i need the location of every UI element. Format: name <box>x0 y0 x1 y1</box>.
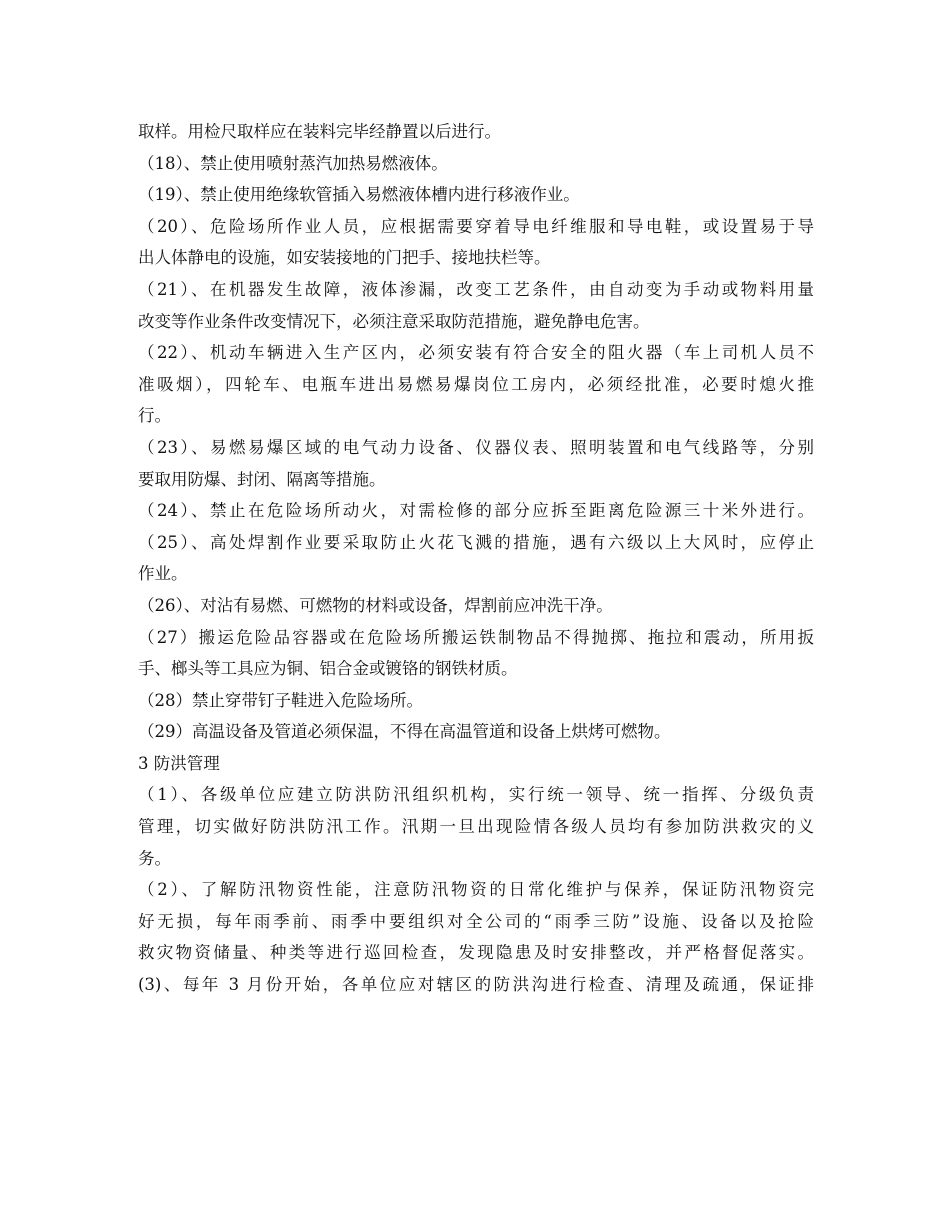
text-line: （20）、危险场所作业人员，应根据需要穿着导电纤维服和导电鞋，或设置易于导 <box>138 216 814 236</box>
text-line: （19）、禁止使用绝缘软管插入易燃液体槽内进行移液作业。 <box>138 185 580 205</box>
text-line: （28）禁止穿带钉子鞋进入危险场所。 <box>138 690 423 710</box>
text-line: （27）搬运危险品容器或在危险场所搬运铁制物品不得抛掷、拖拉和震动，所用扳 <box>138 627 814 647</box>
text-line: 准吸烟），四轮车、电瓶车进出易燃易爆岗位工房内，必须经批准，必要时熄火推 <box>138 374 814 394</box>
text-line: （25）、高处焊割作业要采取防止火花飞溅的措施，遇有六级以上大风时，应停止 <box>138 532 814 552</box>
text-line: 行。 <box>138 406 171 426</box>
text-line: 救灾物资储量、种类等进行巡回检查，发现隐患及时安排整改，并严格督促落实。 <box>138 943 814 963</box>
text-line: 手、榔头等工具应为铜、铝合金或镀铬的钢铁材质。 <box>138 659 518 679</box>
section-heading: 3 防洪管理 <box>138 753 220 773</box>
text-line: （26）、对沾有易燃、可燃物的材料或设备，焊割前应冲洗干净。 <box>138 595 613 615</box>
text-line: (3)、每年 3 月份开始，各单位应对辖区的防洪沟进行检查、清理及疏通，保证排 <box>138 975 814 995</box>
text-line: （29）高温设备及管道必须保温，不得在高温管道和设备上烘烤可燃物。 <box>138 722 671 742</box>
text-line: （22）、机动车辆进入生产区内，必须安装有符合安全的阻火器（车上司机人员不 <box>138 343 814 363</box>
text-line: 管理，切实做好防洪防汛工作。汛期一旦出现险情各级人员均有参加防洪救灾的义 <box>138 817 814 837</box>
text-line: 作业。 <box>138 564 188 584</box>
text-line: 出人体静电的设施，如安装接地的门把手、接地扶栏等。 <box>138 248 551 268</box>
text-line: （18）、禁止使用喷射蒸汽加热易燃液体。 <box>138 153 448 173</box>
text-line: 要取用防爆、封闭、隔离等措施。 <box>138 469 386 489</box>
text-line: 务。 <box>138 848 171 868</box>
text-line: 取样。用检尺取样应在装料完毕经静置以后进行。 <box>138 122 501 141</box>
text-line: 好无损，每年雨季前、雨季中要组织对全公司的“雨季三防”设施、设备以及抢险 <box>138 911 814 931</box>
text-line: （2）、了解防汛物资性能，注意防汛物资的日常化维护与保养，保证防汛物资完 <box>138 880 814 900</box>
text-line: 改变等作业条件改变情况下，必须注意采取防范措施，避免静电危害。 <box>138 311 650 331</box>
text-line: （23）、易燃易爆区域的电气动力设备、仪器仪表、照明装置和电气线路等，分别 <box>138 437 814 457</box>
text-line: （1）、各级单位应建立防洪防汛组织机构，实行统一领导、统一指挥、分级负责 <box>138 785 814 805</box>
text-line: （21）、在机器发生故障，液体渗漏，改变工艺条件，由自动变为手动或物料用量 <box>138 279 814 299</box>
document-body <box>138 116 814 1001</box>
text-line: （24）、禁止在危险场所动火，对需检修的部分应拆至距离危险源三十米外进行。 <box>138 501 814 521</box>
